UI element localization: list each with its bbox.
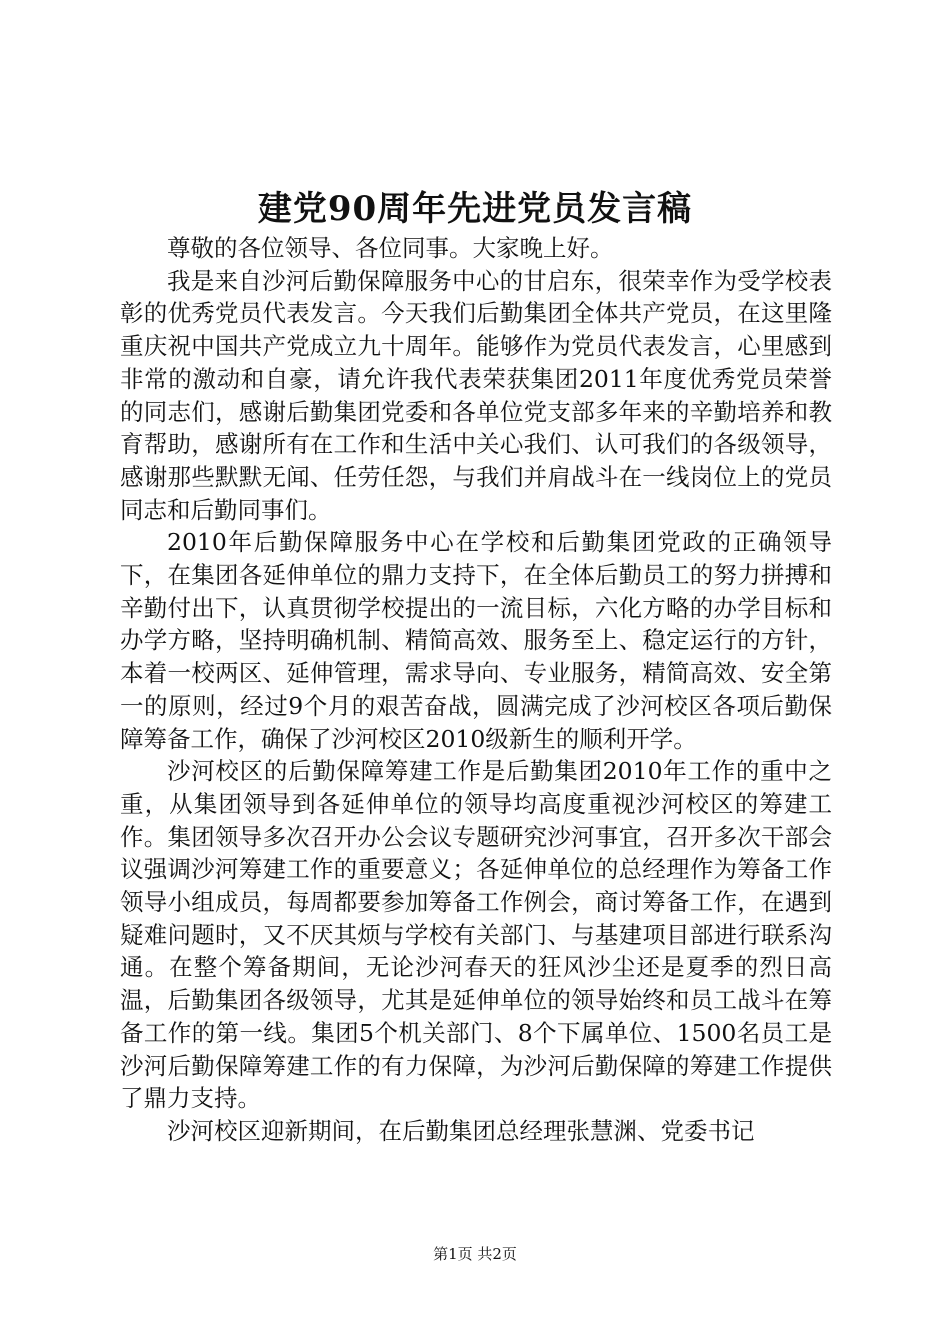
paragraph-orientation-period: 沙河校区迎新期间，在后勤集团总经理张慧渊、党委书记: [167, 1116, 755, 1145]
paragraph-greeting: 尊敬的各位领导、各位同事。大家晚上好。: [167, 234, 614, 262]
document-title: 建党90周年先进党员发言稿: [257, 189, 693, 229]
paragraph-introduction: 我是来自沙河后勤保障服务中心的甘启东，很荣幸作为受学校表彰的优秀党员代表发言。今天我们后勤集团全体共产党员，在这里隆重庆祝中国共产党成立九十周年。能够作为党员代表发言，心里感到非常的激动和自豪，请允许我代表荣获集团2011年度优秀党员荣誉的同志们，感谢后勤集团党委和各单位党支部多年来的辛勤培养和教育帮助，感谢所有在工作和生活中关心我们、认可我们的各级领导，感谢那些默默无闻、任劳任怨，与我们并肩战斗在一线岗位上的党员同志和后勤同事们。: [120, 266, 832, 524]
paragraph-preparation-work: 沙河校区的后勤保障筹建工作是后勤集团2010年工作的重中之重，从集团领导到各延伸单位的领导均高度重视沙河校区的筹建工作。集团领导多次召开办公会议专题研究沙河事宜，召开多次干部会议强调沙河筹建工作的重要意义；各延伸单位的总经理作为筹备工作领导小组成员，每周都要参加筹备工作例会，商讨筹备工作，在遇到疑难问题时，又不厌其烦与学校有关部门、与基建项目部进行联系沟通。在整个筹备期间，无论沙河春天的狂风沙尘还是夏季的烈日高温，后勤集团各级领导，尤其是延伸单位的领导始终和员工战斗在筹备工作的第一线。集团5个机关部门、8个下属单位、1500名员工是沙河后勤保障筹建工作的有力保障，为沙河后勤保障的筹建工作提供了鼎力支持。: [120, 757, 832, 1113]
document-body: [120, 232, 832, 1148]
page-number: 第1页 共2页: [433, 1245, 517, 1263]
paragraph-achievements-2010: 2010年后勤保障服务中心在学校和后勤集团党政的正确领导下，在集团各延伸单位的鼎力支持下，在全体后勤员工的努力拼搏和辛勤付出下，认真贯彻学校提出的一流目标，六化方略的办学目标和办学方略，坚持明确机制、精简高效、服务至上、稳定运行的方针，本着一校两区、延伸管理，需求导向、专业服务，精简高效、安全第一的原则，经过9个月的艰苦奋战，圆满完成了沙河校区各项后勤保障筹备工作，确保了沙河校区2010级新生的顺利开学。: [120, 528, 832, 753]
